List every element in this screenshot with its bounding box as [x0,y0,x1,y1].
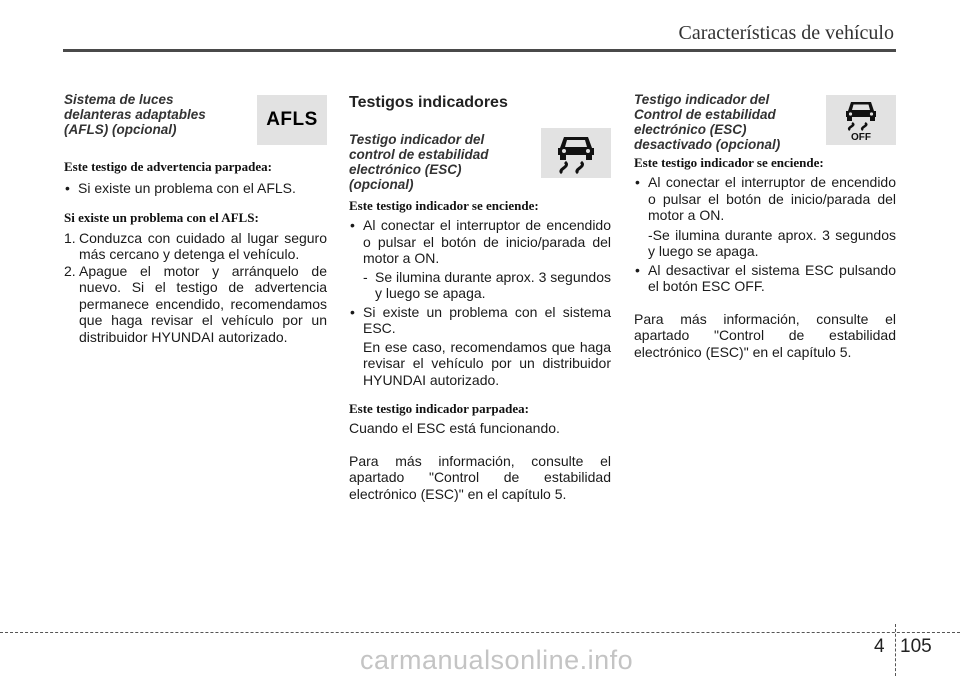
esc-on-bullet: • Al conectar el interruptor de encendido o pulsar el botón de inicio/parada del motor a ON. [349,217,611,267]
esc-indicator-icon [541,128,611,178]
esc-off-indicator-icon [826,95,896,145]
esc-blink-text: Cuando el ESC está funcionando. [349,420,560,436]
afls-heading: Sistema de luces delanteras adaptables (AFLS) (opcional) [64,92,206,137]
afls-step: 1. Conduzca con cuidado al lugar seguro más cercano y detenga el vehículo. [64,229,327,262]
afls-blink-title: Este testigo de advertencia parpadea: [64,159,272,174]
esc-off-deactivate-bullet: • Al desactivar el sistema ESC pulsando el botón ESC OFF. [634,262,896,295]
esc-off-heading: Testigo indicador del Control de estabilidad electrónico (ESC) desactivado (opcional) [634,92,781,152]
chapter-number: 4 [874,636,885,657]
afls-step: 2. Apague el motor y arránquelo de nuevo. Si el testigo de advertencia permanece encendido, recomendamos que haga revisar el vehículo por un distribuidor HYUNDAI autorizado. [64,262,327,345]
footer-divider [895,624,896,676]
esc-on-title: Este testigo indicador se enciende: [349,198,539,213]
afls-warning-icon [257,95,327,145]
off-icon-text: OFF [851,132,871,142]
column-esc [349,92,611,502]
esc-off-on-bullet: • Al conectar el interruptor de encendido o pulsar el botón de inicio/parada del motor a ON. [634,174,896,224]
afls-problem-title: Si existe un problema con el AFLS: [64,209,259,225]
esc-info-text: Para más información, consulte el apartado "Control de estabilidad electrónico (ESC)" en el capítulo 5. [349,452,611,502]
footer-rule [0,632,960,633]
afls-blink-bullet: • Si existe un problema con el AFLS. [64,180,327,197]
skidding-car-off-icon [841,98,881,142]
esc-off-on-title: Este testigo indicador se enciende: [634,155,824,170]
esc-heading: Testigo indicador del control de estabilidad electrónico (ESC) (opcional) [349,132,489,192]
column-esc-off [634,92,896,360]
section-title: Testigos indicadores [349,94,508,111]
esc-problem-bullet: • Si existe un problema con el sistema ESC. [349,304,611,337]
afls-icon-label: AFLS [266,109,318,130]
running-header-title: Características de vehículo [678,22,894,44]
skidding-car-icon [553,131,599,175]
watermark: carmanualsonline.info [360,645,634,675]
esc-blink-title: Este testigo indicador parpadea: [349,401,529,416]
esc-on-subitem: - Se ilumina durante aprox. 3 segundos y luego se apaga. [363,268,611,301]
esc-problem-note: En ese caso, recomendamos que haga revisar el vehículo por un distribuidor HYUNDAI autorizado. [363,338,611,388]
header-rule [63,49,896,52]
esc-off-info-text: Para más información, consulte el apartado "Control de estabilidad electrónico (ESC)" en el capítulo 5. [634,310,896,360]
esc-off-on-subitem: -Se ilumina durante aprox. 3 segundos y luego se apaga. [648,226,896,259]
column-afls [64,92,327,345]
page-number: 105 [900,636,932,657]
